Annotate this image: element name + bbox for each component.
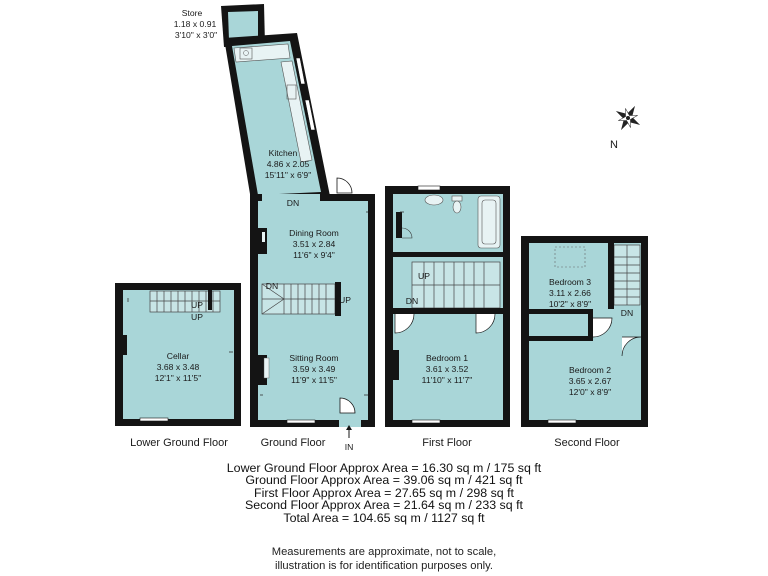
bedroom1-imperial: 11'10" x 11'7"	[421, 375, 473, 385]
bedroom2-window	[548, 420, 576, 423]
sitting-name: Sitting Room	[289, 353, 339, 363]
ground-up-label: UP	[339, 295, 351, 305]
cellar-name: Cellar	[166, 351, 190, 361]
second-dn-label: DN	[620, 308, 634, 318]
second-floor-stair	[614, 245, 640, 305]
kitchen-metric: 4.86 x 2.05	[266, 159, 310, 169]
lower-ground-floor-label: Lower Ground Floor	[130, 437, 228, 449]
cellar-window	[140, 418, 168, 421]
store-imperial: 3'10" x 3'0"	[174, 30, 218, 40]
first-floor-plan	[385, 186, 510, 427]
bedroom1-window	[412, 420, 440, 423]
compass-rose-icon	[609, 99, 647, 151]
store-name: Store	[181, 8, 203, 18]
first-dn-label: DN	[405, 296, 419, 306]
disclaimer-line-2: illustration is for identification purposes only.	[274, 560, 494, 572]
bedroom1-name: Bedroom 1	[425, 353, 469, 363]
bedroom2-name: Bedroom 2	[568, 365, 612, 375]
area-second: Second Floor Approx Area = 21.64 sq m / 233 sq ft	[245, 498, 523, 513]
bedroom3-imperial: 10'2" x 8'9"	[548, 299, 592, 309]
dining-metric: 3.51 x 2.84	[292, 239, 336, 249]
disclaimer-line-1: Measurements are approximate, not to scale,	[271, 546, 497, 558]
ground-floor-label: Ground Floor	[260, 437, 326, 449]
second-floor-plan	[521, 236, 648, 427]
cellar-imperial: 12'1" x 11'5"	[154, 373, 202, 383]
ground-dn-label-top: DN	[286, 198, 300, 208]
kitchen-name: Kitchen	[268, 148, 298, 158]
area-total: Total Area = 104.65 sq m / 1127 sq ft	[283, 510, 485, 525]
bathroom-window	[418, 186, 440, 190]
first-floor-stair	[412, 262, 500, 308]
compass-north-label: N	[610, 139, 618, 151]
disclaimer	[0, 545, 768, 573]
kitchen-side-door	[337, 178, 352, 193]
store-floor	[228, 11, 258, 40]
bedroom1-metric: 3.61 x 3.52	[425, 364, 469, 374]
first-up-label: UP	[418, 271, 430, 281]
kitchen-imperial: 15'11" x 6'9"	[264, 170, 312, 180]
bedroom3-metric: 3.11 x 2.66	[549, 288, 591, 298]
ground-dn-label-stair: DN	[265, 281, 279, 291]
store-metric: 1.18 x 0.91	[173, 19, 217, 29]
first-floor-label: First Floor	[422, 437, 472, 449]
area-first: First Floor Approx Area = 27.65 sq m / 298 sq ft	[254, 485, 514, 500]
entrance-label: IN	[344, 442, 354, 452]
dining-imperial: 11'6" x 9'4"	[293, 250, 335, 260]
bedroom2-metric: 3.65 x 2.67	[568, 376, 612, 386]
dining-name: Dining Room	[289, 228, 339, 238]
cellar-up-label-1: UP	[191, 300, 203, 310]
area-summary	[0, 462, 768, 524]
bedroom3-name: Bedroom 3	[548, 277, 592, 287]
second-floor-label: Second Floor	[554, 437, 620, 449]
lower-ground-floor-plan	[115, 283, 241, 426]
sitting-metric: 3.59 x 3.49	[292, 364, 336, 374]
area-lower-ground: Lower Ground Floor Approx Area = 16.30 sq m / 175 sq ft	[226, 461, 542, 475]
sitting-imperial: 11'9" x 11'5"	[291, 375, 337, 385]
cellar-metric: 3.68 x 3.48	[156, 362, 200, 372]
area-ground: Ground Floor Approx Area = 39.06 sq m / 421 sq ft	[245, 473, 523, 488]
cellar-up-label-2: UP	[191, 312, 203, 322]
bedroom2-imperial: 12'0" x 8'9"	[568, 387, 612, 397]
